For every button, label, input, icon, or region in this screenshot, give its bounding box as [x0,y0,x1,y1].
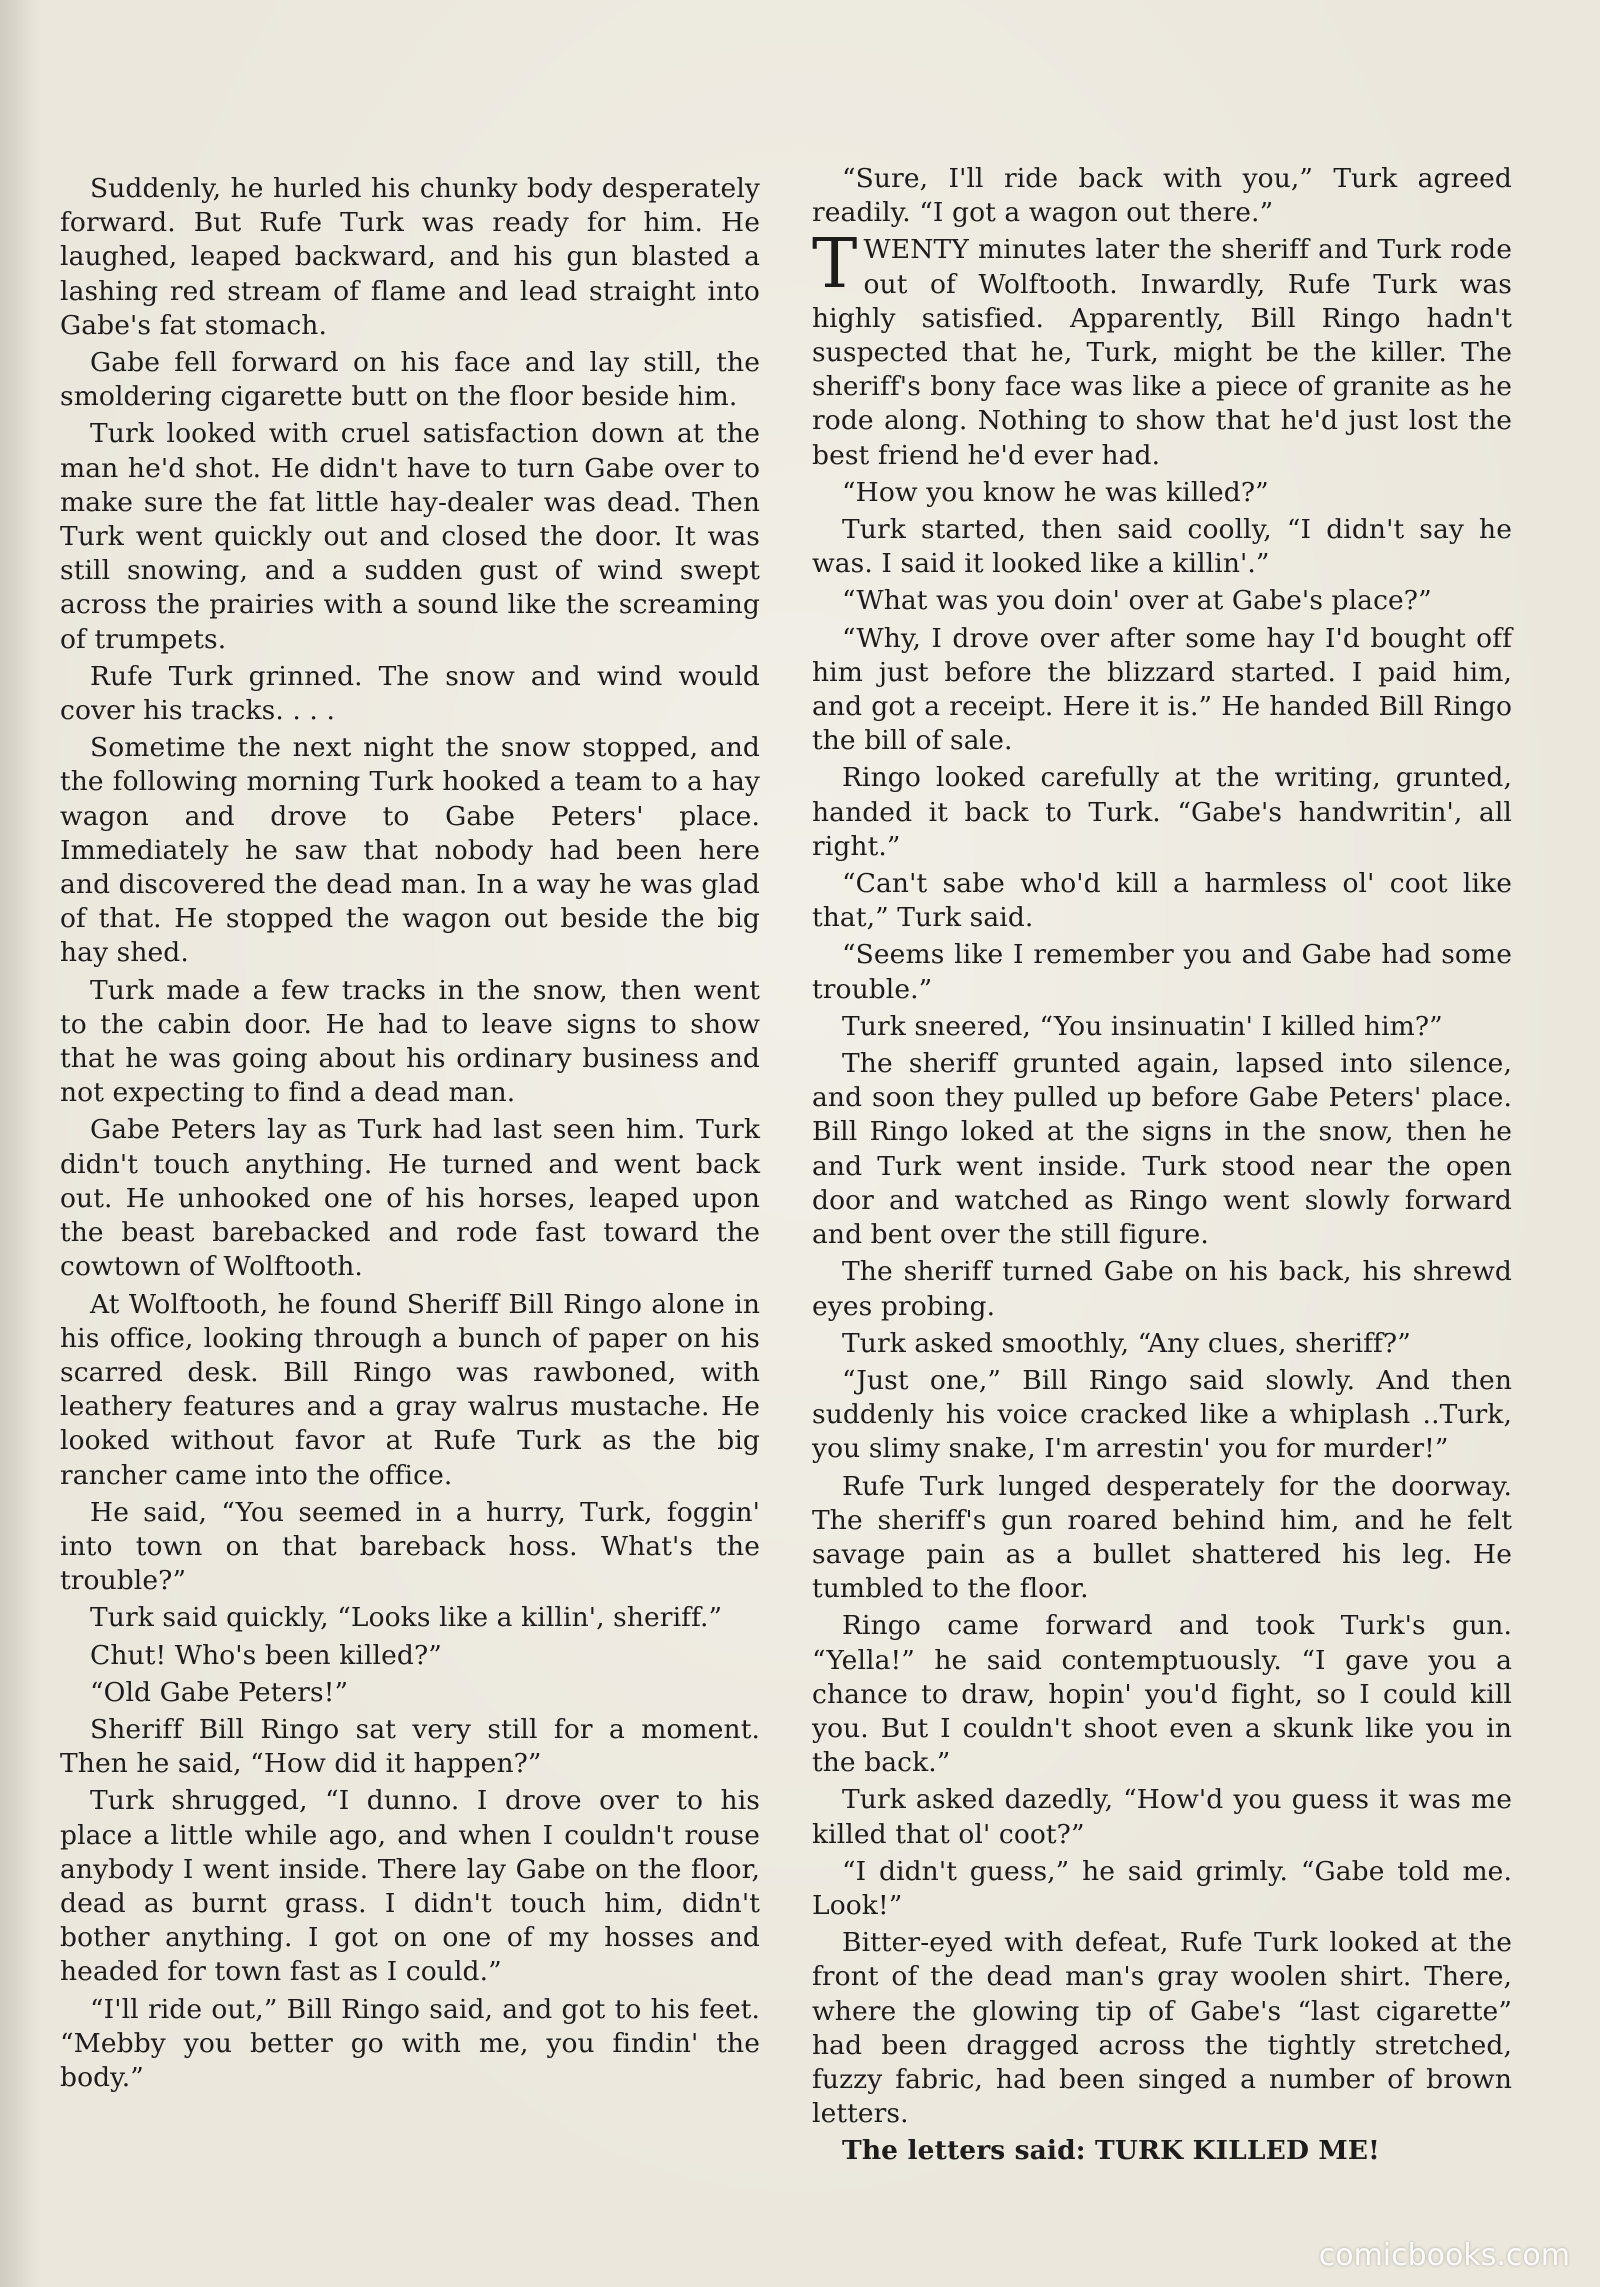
spine-shadow [0,0,40,2287]
paragraph: “Can't sabe who'd kill a harmless ol' coot like that,” Turk said. [812,868,1512,934]
site-watermark: comicbooks.com [1318,2238,1570,2273]
paragraph: “Sure, I'll ride back with you,” Turk agreed readily. “I got a wagon out there.” [812,163,1512,229]
paragraph: Chut! Who's been killed?” [90,1639,442,1671]
paragraph: The sheriff turned Gabe on his back, his shrewd eyes probing. [812,1256,1512,1322]
paragraph: At Wolftooth, he found Sheriff Bill Ringo alone in his office, looking through a bunch of paper on his scarred desk. Bill Ringo was rawboned, with leathery features and a gray walrus mustache. He looked without favor at Rufe Turk as the big rancher came into the office. [60,1288,760,1491]
paragraph: “Just one,” Bill Ringo said slowly. And then suddenly his voice cracked like a whiplash ..Turk, you slimy snake, I'm arrestin' you for murder!” [812,1364,1512,1465]
paragraph: Gabe Peters lay as Turk had last seen him. Turk didn't touch anything. He turned and went back out. He unhooked one of his horses, leaped upon the beast barebacked and rode fast toward the cowtown of Wolftooth. [60,1114,760,1283]
paragraph: “I didn't guess,” he said grimly. “Gabe told me. Look!” [812,1855,1512,1921]
final-line: The letters said: TURK KILLED ME! [842,2135,1380,2167]
drop-cap: T [812,225,858,305]
paragraph: Turk asked smoothly, “Any clues, sheriff?” [842,1327,1411,1359]
paragraph: “I'll ride out,” Bill Ringo said, and got to his feet. “Mebby you better go with me, you findin' the body.” [60,1993,760,2093]
paragraph: Turk started, then said coolly, “I didn't say he was. I said it looked like a killin'.” [812,514,1512,580]
paragraph: Turk asked dazedly, “How'd you guess it was me killed that ol' coot?” [812,1784,1512,1850]
right-text-column [812,162,1512,2172]
paragraph: Turk made a few tracks in the snow, then went to the cabin door. He had to leave signs to show that he was going about his ordinary business and not expecting to find a dead man. [60,974,760,1109]
paragraph: Ringo looked carefully at the writing, grunted, handed it back to Turk. “Gabe's handwritin', all right.” [812,762,1512,862]
paragraph: “Why, I drove over after some hay I'd bought off him just before the blizzard started. I paid him, and got a receipt. Here it is.” He handed Bill Ringo the bill of sale. [812,622,1512,757]
paragraph: Turk shrugged, “I dunno. I drove over to his place a little while ago, and when I couldn't rouse anybody I went inside. There lay Gabe on the floor, dead as burnt grass. I didn't touch him, didn't bother anything. I got on one of my hosses and headed for town fast as I could.” [60,1785,760,1988]
paragraph: Turk looked with cruel satisfaction down at the man he'd shot. He didn't have to turn Gabe over to make sure the fat little hay-dealer was dead. Then Turk went quickly out and closed the door. It was still snowing, and a sudden gust of wind swept across the prairies with a sound like the screaming of trumpets. [60,418,760,655]
paragraph: Ringo came forward and took Turk's gun. “Yella!” he said contemptuously. “I gave you a chance to draw, hopin' you'd fight, so I could kill you. But I couldn't shoot even a skunk like you in the back.” [812,1610,1512,1779]
paragraph: “What was you doin' over at Gabe's place?” [842,585,1432,617]
opening-text: WENTY minutes later the sheriff and Turk rode out of Wolftooth. Inwardly, Rufe Turk was highly satisfied. Apparently, Bill Ringo hadn't suspected that he, Turk, might be the killer. The sheriff's bony face was like a piece of granite as he rode along. Nothing to show that he'd just lost the best friend he'd ever had. [812,234,1512,471]
paragraph: “Old Gabe Peters!” [90,1676,349,1708]
paragraph: Rufe Turk grinned. The snow and wind would cover his tracks. . . . [60,660,760,727]
paragraph: Turk sneered, “You insinuatin' I killed him?” [842,1010,1443,1042]
paragraph: “Seems like I remember you and Gabe had some trouble.” [812,939,1512,1005]
paragraph: Sheriff Bill Ringo sat very still for a moment. Then he said, “How did it happen?” [60,1713,760,1780]
paragraph: He said, “You seemed in a hurry, Turk, foggin' into town on that bareback hoss. What's the trouble?” [60,1496,760,1597]
paragraph: Suddenly, he hurled his chunky body desperately forward. But Rufe Turk was ready for him. He laughed, leaped backward, and his gun blasted a lashing red stream of flame and lead straight into Gabe's fat stomach. [60,173,760,341]
section-opening-paragraph [812,225,1512,472]
paragraph: “How you know he was killed?” [842,476,1269,508]
paragraph: Rufe Turk lunged desperately for the doorway. The sheriff's gun roared behind him, and he felt savage pain as a bullet shattered his leg. He tumbled to the floor. [812,1470,1512,1605]
paragraph: Sometime the next night the snow stopped, and the following morning Turk hooked a team to a hay wagon and drove to Gabe Peters' place. Immediately he saw that nobody had been here and discovered the dead man. In a way he was glad of that. He stopped the wagon out beside the big hay shed. [60,732,760,969]
paragraph: Turk said quickly, “Looks like a killin', sheriff.” [90,1602,723,1634]
paragraph: The sheriff grunted again, lapsed into silence, and soon they pulled up before Gabe Peters' place. Bill Ringo loked at the signs in the snow, then he and Turk went inside. Turk stood near the open door and watched as Ringo went slowly forward and bent over the still figure. [812,1048,1512,1251]
paragraph: Bitter-eyed with defeat, Rufe Turk looked at the front of the dead man's gray woolen shirt. There, where the glowing tip of Gabe's “last cigarette” had been dragged across the tightly stretched, fuzzy fabric, had been singed a number of brown letters. [812,1927,1512,2130]
paragraph: Gabe fell forward on his face and lay still, the smoldering cigarette butt on the floor beside him. [60,347,760,413]
left-text-column [60,172,760,2098]
